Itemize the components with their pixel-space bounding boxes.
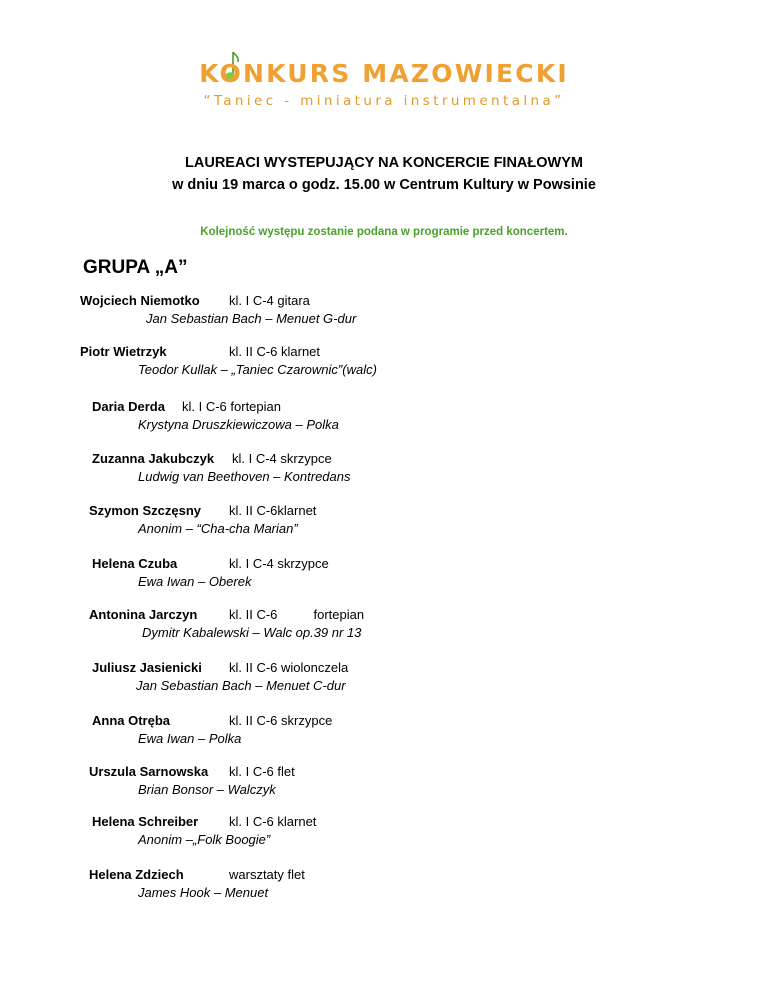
list-item: [80, 343, 377, 379]
performer-class: kl. II C-6 klarnet: [229, 344, 321, 359]
performer-name: Szymon Szczęsny: [89, 503, 201, 518]
performer-class: kl. II C-6 fortepian: [229, 607, 365, 622]
list-item: [89, 866, 305, 902]
logo: [0, 50, 768, 116]
performer-class: kl. I C-6 fortepian: [182, 399, 281, 414]
performer-name: Wojciech Niemotko: [80, 293, 200, 308]
performer-name: Anna Otręba: [92, 713, 171, 728]
performer-name: Antonina Jarczyn: [89, 607, 198, 622]
logo-subtitle: “Taniec - miniatura instrumentalna”: [203, 93, 565, 109]
performer-name: Daria Derda: [92, 399, 165, 414]
performer-name: Helena Schreiber: [92, 814, 199, 829]
performance-piece: Jan Sebastian Bach – Menuet C-dur: [136, 678, 346, 693]
performer-class: kl. I C-4 gitara: [229, 293, 310, 308]
performance-piece: Teodor Kullak – „Taniec Czarownic”(walc): [138, 362, 377, 377]
performer-class: kl. I C-4 skrzypce: [232, 451, 332, 466]
heading-line-1: LAUREACI WYSTEPUJĄCY NA KONCERCIE FINAŁOWYM: [185, 155, 583, 171]
logo-title: KONKURS MAZOWIECKI: [199, 59, 569, 88]
performer-name: Urszula Sarnowska: [89, 764, 209, 779]
list-item: [92, 398, 339, 434]
group-title: GRUPA „A”: [83, 257, 188, 278]
performance-piece: Krystyna Druszkiewiczowa – Polka: [138, 417, 339, 432]
performer-name: Zuzanna Jakubczyk: [92, 451, 215, 466]
performer-class: kl. I C-4 skrzypce: [229, 556, 329, 571]
list-item: [89, 502, 317, 538]
performance-piece: Brian Bonsor – Walczyk: [138, 782, 276, 797]
list-item: [92, 555, 329, 591]
performer-class: kl. II C-6 skrzypce: [229, 713, 333, 728]
list-item: [92, 659, 349, 695]
performance-piece: Ewa Iwan – Polka: [138, 731, 242, 746]
list-item: [92, 813, 317, 849]
performer-class: kl. I C-6 flet: [229, 764, 295, 779]
performance-piece: Dymitr Kabalewski – Walc op.39 nr 13: [142, 625, 362, 640]
list-item: [80, 292, 357, 328]
performer-name: Piotr Wietrzyk: [80, 344, 167, 359]
heading-line-2: w dniu 19 marca o godz. 15.00 w Centrum Kultury w Powsinie: [172, 177, 596, 193]
list-item: [89, 606, 365, 642]
performer-name: Juliusz Jasienicki: [92, 660, 202, 675]
performer-class: kl. II C-6klarnet: [229, 503, 317, 518]
list-item: [92, 450, 351, 486]
performance-piece: Ludwig van Beethoven – Kontredans: [138, 469, 351, 484]
page-heading: [0, 152, 768, 196]
performance-piece: Jan Sebastian Bach – Menuet G-dur: [146, 311, 357, 326]
performer-name: Helena Zdziech: [89, 867, 184, 882]
performance-piece: Anonim – “Cha-cha Marian”: [138, 521, 298, 536]
performance-piece: Anonim –„Folk Boogie”: [138, 832, 271, 847]
list-item: [92, 712, 333, 748]
performance-piece: Ewa Iwan – Oberek: [138, 574, 252, 589]
performer-class: kl. I C-6 klarnet: [229, 814, 317, 829]
performer-name: Helena Czuba: [92, 556, 178, 571]
performer-class: warsztaty flet: [229, 867, 305, 882]
performance-order-note: Kolejność występu zostanie podana w programie przed koncertem.: [200, 226, 568, 238]
performance-piece: James Hook – Menuet: [138, 885, 269, 900]
performer-class: kl. II C-6 wiolonczela: [229, 660, 349, 675]
list-item: [89, 763, 295, 799]
